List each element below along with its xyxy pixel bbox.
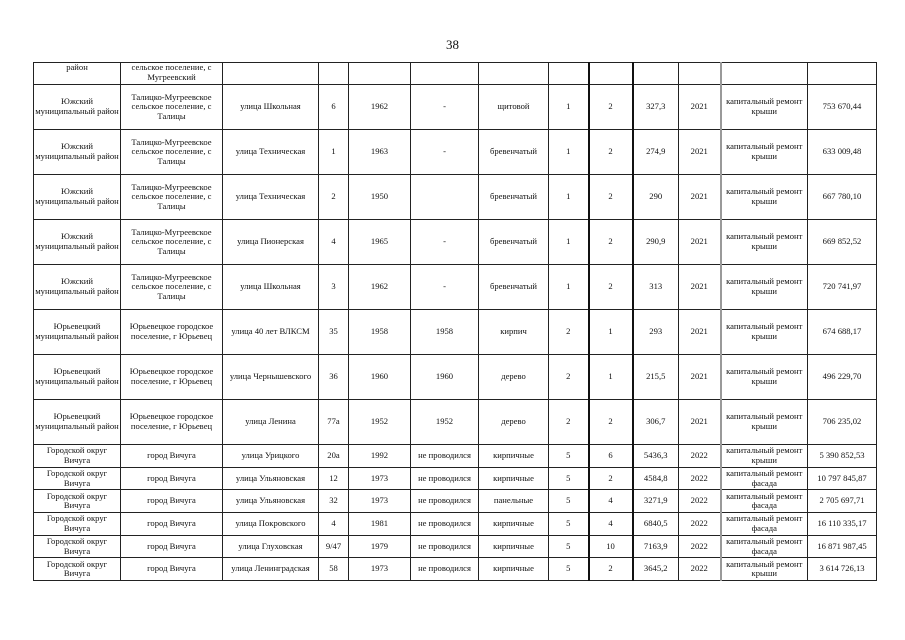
cell-settlement: Талицко-Мугреевское сельское поселение, с Талицы — [121, 175, 223, 220]
cell-settlement: город Вичуга — [121, 535, 223, 558]
cell-entrances: 1 — [589, 355, 633, 400]
cell-work-type: капитальный ремонт крыши — [721, 220, 808, 265]
cell-settlement: Юрьевецкое городское поселение, г Юрьевец — [121, 400, 223, 445]
cell-house-number: 2 — [319, 175, 349, 220]
cell-entrances: 2 — [589, 467, 633, 490]
cell-year-built: 1973 — [349, 558, 411, 581]
cell-wall-material: кирпичные — [479, 558, 549, 581]
cell-settlement: Талицко-Мугреевское сельское поселение, с Талицы — [121, 265, 223, 310]
cell-repair-year: 2021 — [679, 175, 721, 220]
cell-year-last-repair: 1952 — [411, 400, 479, 445]
cell-street: улица Школьная — [223, 85, 319, 130]
cell-district: Юрьевецкий муниципальный район — [34, 310, 121, 355]
cell-wall-material: кирпичные — [479, 535, 549, 558]
cell-settlement: город Вичуга — [121, 490, 223, 513]
table-row — [34, 63, 877, 85]
cell-year-built — [349, 63, 411, 85]
cell-entrances: 2 — [589, 400, 633, 445]
cell-street: улица Ленинградская — [223, 558, 319, 581]
cell-street: улица Пионерская — [223, 220, 319, 265]
cell-area: 4584,8 — [633, 467, 679, 490]
cell-street: улица Ленина — [223, 400, 319, 445]
cell-floors: 5 — [549, 558, 589, 581]
cell-area: 313 — [633, 265, 679, 310]
cell-street: улица Урицкого — [223, 445, 319, 468]
cell-settlement: Талицко-Мугреевское сельское поселение, с Талицы — [121, 130, 223, 175]
cell-year-last-repair: - — [411, 220, 479, 265]
cell-work-type: капитальный ремонт фасада — [721, 535, 808, 558]
cell-repair-year — [679, 63, 721, 85]
table-row — [34, 310, 877, 355]
cell-cost: 753 670,44 — [808, 85, 877, 130]
cell-settlement: город Вичуга — [121, 467, 223, 490]
cell-cost: 10 797 845,87 — [808, 467, 877, 490]
housing-repair-table — [33, 62, 877, 581]
cell-floors: 5 — [549, 467, 589, 490]
cell-settlement: Талицко-Мугреевское сельское поселение, с Талицы — [121, 85, 223, 130]
cell-district: Городской округ Вичуга — [34, 558, 121, 581]
cell-year-last-repair: не проводился — [411, 467, 479, 490]
cell-house-number: 20а — [319, 445, 349, 468]
cell-entrances: 4 — [589, 513, 633, 536]
cell-district: Юрьевецкий муниципальный район — [34, 400, 121, 445]
cell-year-last-repair: не проводился — [411, 558, 479, 581]
cell-work-type — [721, 63, 808, 85]
table-row — [34, 85, 877, 130]
cell-year-built: 1973 — [349, 467, 411, 490]
cell-cost: 5 390 852,53 — [808, 445, 877, 468]
cell-cost: 669 852,52 — [808, 220, 877, 265]
cell-street: улица 40 лет ВЛКСМ — [223, 310, 319, 355]
cell-house-number: 6 — [319, 85, 349, 130]
cell-wall-material: панельные — [479, 490, 549, 513]
cell-area: 306,7 — [633, 400, 679, 445]
cell-floors: 5 — [549, 445, 589, 468]
cell-district: район — [34, 63, 121, 85]
cell-street: улица Чернышевского — [223, 355, 319, 400]
cell-entrances: 2 — [589, 558, 633, 581]
cell-repair-year: 2022 — [679, 445, 721, 468]
cell-settlement: город Вичуга — [121, 513, 223, 536]
cell-floors: 5 — [549, 490, 589, 513]
cell-wall-material: бревенчатый — [479, 220, 549, 265]
table-row — [34, 513, 877, 536]
cell-entrances: 2 — [589, 220, 633, 265]
cell-floors: 1 — [549, 130, 589, 175]
cell-entrances: 1 — [589, 310, 633, 355]
cell-year-last-repair: 1960 — [411, 355, 479, 400]
cell-street: улица Глуховская — [223, 535, 319, 558]
cell-repair-year: 2021 — [679, 310, 721, 355]
cell-floors: 1 — [549, 220, 589, 265]
cell-house-number: 4 — [319, 220, 349, 265]
cell-house-number: 32 — [319, 490, 349, 513]
cell-settlement: город Вичуга — [121, 445, 223, 468]
cell-entrances — [589, 63, 633, 85]
cell-area: 6840,5 — [633, 513, 679, 536]
cell-year-built: 1992 — [349, 445, 411, 468]
cell-house-number: 9/47 — [319, 535, 349, 558]
cell-repair-year: 2021 — [679, 220, 721, 265]
cell-district: Южский муниципальный район — [34, 85, 121, 130]
cell-wall-material: бревенчатый — [479, 175, 549, 220]
cell-floors: 1 — [549, 85, 589, 130]
cell-district: Городской округ Вичуга — [34, 513, 121, 536]
cell-entrances: 6 — [589, 445, 633, 468]
cell-entrances: 4 — [589, 490, 633, 513]
cell-street: улица Покровского — [223, 513, 319, 536]
cell-district: Городской округ Вичуга — [34, 445, 121, 468]
cell-year-last-repair: - — [411, 130, 479, 175]
cell-work-type: капитальный ремонт крыши — [721, 558, 808, 581]
cell-district: Южский муниципальный район — [34, 220, 121, 265]
cell-repair-year: 2022 — [679, 467, 721, 490]
cell-repair-year: 2021 — [679, 400, 721, 445]
cell-repair-year: 2022 — [679, 535, 721, 558]
cell-floors: 5 — [549, 513, 589, 536]
cell-street: улица Школьная — [223, 265, 319, 310]
cell-settlement: сельское поселение, с Мугреевский — [121, 63, 223, 85]
table-row — [34, 445, 877, 468]
cell-district: Южский муниципальный район — [34, 130, 121, 175]
page-number: 38 — [446, 37, 459, 52]
cell-cost: 633 009,48 — [808, 130, 877, 175]
cell-house-number: 1 — [319, 130, 349, 175]
cell-area: 5436,3 — [633, 445, 679, 468]
cell-cost: 16 110 335,17 — [808, 513, 877, 536]
cell-year-built: 1962 — [349, 85, 411, 130]
cell-entrances: 2 — [589, 85, 633, 130]
cell-cost: 674 688,17 — [808, 310, 877, 355]
table-row — [34, 265, 877, 310]
cell-district: Городской округ Вичуга — [34, 535, 121, 558]
cell-house-number: 4 — [319, 513, 349, 536]
cell-settlement: Юрьевецкое городское поселение, г Юрьевец — [121, 310, 223, 355]
cell-work-type: капитальный ремонт крыши — [721, 355, 808, 400]
cell-cost — [808, 63, 877, 85]
cell-area: 215,5 — [633, 355, 679, 400]
cell-wall-material: кирпичные — [479, 467, 549, 490]
cell-year-last-repair — [411, 175, 479, 220]
cell-year-built: 1950 — [349, 175, 411, 220]
cell-area: 290,9 — [633, 220, 679, 265]
cell-work-type: капитальный ремонт крыши — [721, 265, 808, 310]
cell-year-last-repair: не проводился — [411, 513, 479, 536]
cell-wall-material: кирпичные — [479, 445, 549, 468]
cell-work-type: капитальный ремонт крыши — [721, 445, 808, 468]
cell-cost: 706 235,02 — [808, 400, 877, 445]
cell-repair-year: 2022 — [679, 558, 721, 581]
cell-year-last-repair: 1958 — [411, 310, 479, 355]
cell-year-built: 1979 — [349, 535, 411, 558]
table-row — [34, 355, 877, 400]
cell-work-type: капитальный ремонт крыши — [721, 130, 808, 175]
cell-house-number — [319, 63, 349, 85]
cell-repair-year: 2021 — [679, 355, 721, 400]
cell-house-number: 12 — [319, 467, 349, 490]
cell-floors: 5 — [549, 535, 589, 558]
cell-work-type: капитальный ремонт крыши — [721, 400, 808, 445]
cell-cost: 3 614 726,13 — [808, 558, 877, 581]
cell-repair-year: 2021 — [679, 265, 721, 310]
cell-repair-year: 2022 — [679, 490, 721, 513]
cell-settlement: город Вичуга — [121, 558, 223, 581]
cell-wall-material: кирпичные — [479, 513, 549, 536]
cell-cost: 496 229,70 — [808, 355, 877, 400]
cell-district: Городской округ Вичуга — [34, 490, 121, 513]
cell-work-type: капитальный ремонт фасада — [721, 490, 808, 513]
cell-year-last-repair: не проводился — [411, 490, 479, 513]
cell-work-type: капитальный ремонт фасада — [721, 467, 808, 490]
cell-work-type: капитальный ремонт крыши — [721, 175, 808, 220]
cell-house-number: 58 — [319, 558, 349, 581]
cell-year-last-repair: - — [411, 265, 479, 310]
cell-floors — [549, 63, 589, 85]
table-row — [34, 535, 877, 558]
cell-wall-material: кирпич — [479, 310, 549, 355]
cell-year-built: 1962 — [349, 265, 411, 310]
cell-year-built: 1960 — [349, 355, 411, 400]
cell-entrances: 10 — [589, 535, 633, 558]
cell-area — [633, 63, 679, 85]
cell-year-built: 1981 — [349, 513, 411, 536]
cell-repair-year: 2022 — [679, 513, 721, 536]
cell-cost: 667 780,10 — [808, 175, 877, 220]
cell-wall-material: бревенчатый — [479, 265, 549, 310]
cell-house-number: 35 — [319, 310, 349, 355]
cell-area: 3645,2 — [633, 558, 679, 581]
table-row — [34, 558, 877, 581]
cell-year-last-repair: - — [411, 85, 479, 130]
cell-house-number: 36 — [319, 355, 349, 400]
cell-wall-material: щитовой — [479, 85, 549, 130]
cell-year-last-repair: не проводился — [411, 535, 479, 558]
cell-area: 274,9 — [633, 130, 679, 175]
cell-year-built: 1965 — [349, 220, 411, 265]
cell-work-type: капитальный ремонт крыши — [721, 85, 808, 130]
cell-district: Южский муниципальный район — [34, 175, 121, 220]
cell-area: 327,3 — [633, 85, 679, 130]
cell-floors: 1 — [549, 265, 589, 310]
cell-entrances: 2 — [589, 130, 633, 175]
cell-district: Юрьевецкий муниципальный район — [34, 355, 121, 400]
cell-year-last-repair — [411, 63, 479, 85]
cell-floors: 2 — [549, 310, 589, 355]
table-row — [34, 175, 877, 220]
table-row — [34, 220, 877, 265]
cell-street: улица Техническая — [223, 130, 319, 175]
cell-cost: 720 741,97 — [808, 265, 877, 310]
cell-house-number: 77а — [319, 400, 349, 445]
table-row — [34, 490, 877, 513]
cell-floors: 2 — [549, 355, 589, 400]
cell-wall-material: дерево — [479, 355, 549, 400]
cell-year-built: 1958 — [349, 310, 411, 355]
cell-area: 290 — [633, 175, 679, 220]
cell-area: 7163,9 — [633, 535, 679, 558]
table-row — [34, 467, 877, 490]
cell-settlement: Юрьевецкое городское поселение, г Юрьевец — [121, 355, 223, 400]
cell-work-type: капитальный ремонт фасада — [721, 513, 808, 536]
cell-street: улица Техническая — [223, 175, 319, 220]
cell-area: 3271,9 — [633, 490, 679, 513]
table-row — [34, 130, 877, 175]
cell-repair-year: 2021 — [679, 130, 721, 175]
cell-year-built: 1973 — [349, 490, 411, 513]
cell-street: улица Ульяновская — [223, 467, 319, 490]
cell-cost: 2 705 697,71 — [808, 490, 877, 513]
cell-entrances: 2 — [589, 175, 633, 220]
table-row — [34, 400, 877, 445]
cell-year-built: 1952 — [349, 400, 411, 445]
cell-year-built: 1963 — [349, 130, 411, 175]
cell-street — [223, 63, 319, 85]
cell-floors: 1 — [549, 175, 589, 220]
cell-street: улица Ульяновская — [223, 490, 319, 513]
cell-house-number: 3 — [319, 265, 349, 310]
cell-settlement: Талицко-Мугреевское сельское поселение, с Талицы — [121, 220, 223, 265]
cell-entrances: 2 — [589, 265, 633, 310]
cell-district: Городской округ Вичуга — [34, 467, 121, 490]
cell-wall-material — [479, 63, 549, 85]
cell-wall-material: бревенчатый — [479, 130, 549, 175]
cell-year-last-repair: не проводился — [411, 445, 479, 468]
cell-cost: 16 871 987,45 — [808, 535, 877, 558]
cell-area: 293 — [633, 310, 679, 355]
cell-district: Южский муниципальный район — [34, 265, 121, 310]
cell-work-type: капитальный ремонт крыши — [721, 310, 808, 355]
cell-wall-material: дерево — [479, 400, 549, 445]
cell-repair-year: 2021 — [679, 85, 721, 130]
cell-floors: 2 — [549, 400, 589, 445]
